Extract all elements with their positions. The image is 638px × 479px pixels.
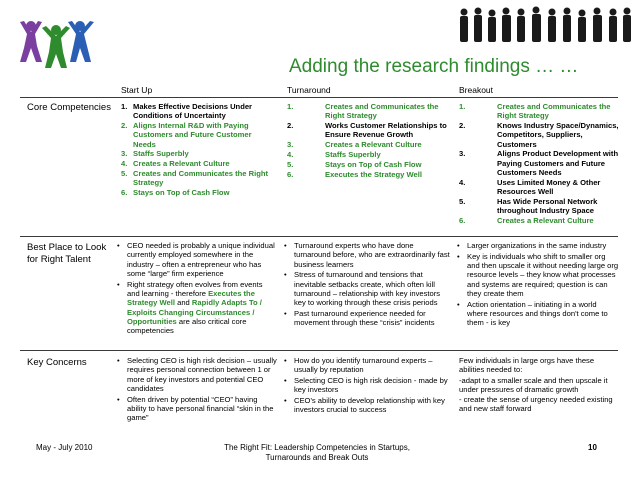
concerns-line: - create the sense of urgency needed existing and new staff forward <box>459 395 613 414</box>
list-item: 6. Creates a Relevant Culture <box>459 216 594 226</box>
breakout-talent-list <box>457 241 619 329</box>
list-item: • Often driven by potential “CEO” having ability to have personal financial “skin in the game” <box>117 395 277 423</box>
list-item: 5. Has Wide Personal Network throughout Industry Space <box>459 196 598 216</box>
list-item: • Action orientation – initiating in a world where resources and things don't come to them - is key <box>457 300 619 328</box>
concerns-intro: Few individuals in large orgs have these abilities needed to: <box>459 356 595 375</box>
list-item: • CEO's ability to develop relationship with key investors crucial to success <box>284 396 450 415</box>
column-header-turnaround: Turnaround <box>287 85 331 95</box>
list-item: • CEO needed is probably a unique individual currently employed somewhere in the industry – often a entrepreneur who has some “large” firm experience <box>117 241 277 278</box>
list-item: 2. Knows Industry Space/Dynamics, Competitors, Suppliers, Customers <box>459 121 619 149</box>
list-item: • Selecting CEO is high risk decision - made by key investors <box>284 376 450 395</box>
concerns-line: -adapt to a smaller scale and then upscale it under pressures of dramatic growth <box>459 375 608 394</box>
divider-line <box>20 97 618 98</box>
footer-date: May - July 2010 <box>36 443 93 452</box>
list-item: • Larger organizations in the same industry <box>457 241 619 250</box>
turnaround-concerns-list <box>284 356 450 416</box>
list-item: • Turnaround experts who have done turnaround before, who are extraordinarily fast business learners <box>284 241 450 269</box>
footer-title-line: Turnarounds and Break Outs <box>265 453 369 462</box>
page-number: 10 <box>588 443 597 452</box>
business-people-silhouettes <box>456 6 634 42</box>
list-item: 3. Aligns Product Development with Paying Customers and Future Customers Needs <box>459 149 619 178</box>
footer-title-line: The Right Fit: Leadership Competencies in Startups, <box>224 443 410 452</box>
list-item: • Selecting CEO is high risk decision – usually requires personal connection between 1 or more of key investors and potential CEO candidates <box>117 356 277 393</box>
list-item: • Stress of turnaround and tensions that inevitable setbacks create, which often kill turnaround – relationship with key investors key to working through these crisis periods <box>284 270 450 307</box>
list-item: 1. Creates and Communicates the Right Strategy <box>287 102 439 121</box>
list-item: 5. Creates and Communicates the Right Strategy <box>121 169 269 188</box>
turnaround-talent-list <box>284 241 450 329</box>
row-label-best-place-talent: Best Place to Look for Right Talent <box>27 242 107 265</box>
slide-title: Adding the research findings … … <box>289 56 579 77</box>
list-item: 5. Stays on Top of Cash Flow <box>287 159 422 169</box>
divider-line <box>20 350 618 351</box>
people-hands-up-logo <box>18 18 96 70</box>
footer-center-text <box>212 443 422 463</box>
list-item: • Key is individuals who shift to smaller org and then upscale it without needing large org resource levels – they know what processes and systems are required; question is can they create them <box>457 252 619 298</box>
column-header-breakout: Breakout <box>459 85 494 95</box>
startup-core-list <box>121 102 276 198</box>
list-item: 2. Aligns Internal R&D with Paying Customers and Future Customer Needs <box>121 121 252 149</box>
list-item: 4. Creates a Relevant Culture <box>121 159 230 169</box>
list-item: • Past turnaround experience needed for movement through these “crisis” incidents <box>284 309 450 328</box>
breakout-concerns-text <box>459 356 619 414</box>
breakout-core-list <box>459 102 619 226</box>
list-item: 6. Executes the Strategy Well <box>287 169 422 179</box>
list-item: 1. Makes Effective Decisions Under Conditions of Uncertainty <box>121 102 253 121</box>
list-item: • Right strategy often evolves from events and learning - therefore Executes the Strategy Well and Rapidly Adapts To / Exploits Changing Circumstances / Opportunities are also critical core competencies <box>117 280 277 336</box>
list-item: 4. Uses Limited Money & Other Resources Well <box>459 177 601 197</box>
startup-talent-list <box>117 241 277 337</box>
list-item: 3. Creates a Relevant Culture <box>287 140 422 150</box>
row-label-core-competencies: Core Competencies <box>27 102 111 113</box>
list-item: 2. Works Customer Relationships to Ensure Revenue Growth <box>287 121 447 140</box>
list-item: • How do you identify turnaround experts – usually by reputation <box>284 356 450 375</box>
list-item: 6. Stays on Top of Cash Flow <box>121 188 230 198</box>
list-item: 3. Staffs Superbly <box>121 149 189 159</box>
startup-concerns-list <box>117 356 277 424</box>
turnaround-core-list <box>287 102 449 179</box>
list-item: 4. Staffs Superbly <box>287 149 381 159</box>
list-item: 1. Creates and Communicates the Right Strategy <box>459 102 611 121</box>
divider-line <box>20 236 618 237</box>
column-header-startup: Start Up <box>121 85 153 95</box>
row-label-key-concerns: Key Concerns <box>27 357 87 368</box>
